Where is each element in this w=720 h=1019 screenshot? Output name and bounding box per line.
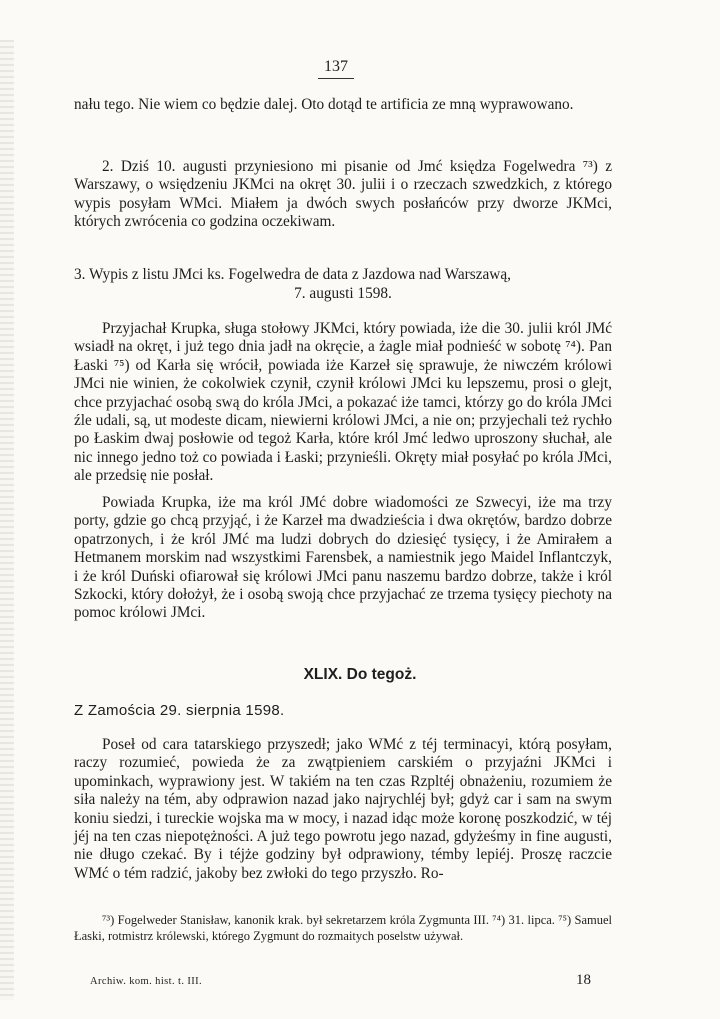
item-3-title: 3. Wypis z listu JMci ks. Fogelwedra de data z Jazdowa nad Warszawą, (74, 266, 511, 283)
footer-sheet-number: 18 (576, 972, 591, 988)
footnotes: ⁷³) Fogelweder Stanisław, kanonik krak. był sekretarzem króla Zygmunta III. ⁷⁴) 31. lipca. ⁷⁵) Samuel Łaski, rotmistrz królewski, którego Zygmunt do rozmaitych poselstw używał. (74, 913, 612, 943)
letter-dateline: Z Zamościa 29. sierpnia 1598. (74, 702, 285, 719)
item-2-text: 2. Dziś 10. augusti przyniesiono mi pisanie od Jmć księdza Fogelwedra ⁷³) z Warszawy, o wsiędzeniu JKMci na okręt 30. julii i o rzeczach szwedzkich, z którego wypis posyłam WMci. Miałem ja dwóch swych posłańców przy dworze JKMci, których zwrócenia co godzina oczekiwam. (74, 158, 612, 231)
continuation-text: nału tego. Nie wiem co będzie dalej. Oto dotąd te artificia ze mną wyprawowano. (74, 96, 574, 113)
paragraph-1: Przyjachał Krupka, sługa stołowy JKMci, który powiada, iże die 30. julii król JMć wsiadł na okręt, i już tego dnia jadł na okręcie, a żagle miał podnieść w sobotę ⁷⁴). Pan Łaski ⁷⁵) od Karła się wrócił, powiada iże Karzeł się sprawuje, że niwczém królowi JMci nie winien, że cokolwiek czynił, czynił królowi JMci ku lepszemu, prosi o glejt, chce przyjachać osobą swą do króla JMci, a pokazać iże tamci, którzy go do króla JMci źle udali, są, ut modeste dicam, niewierni królowi JMci, a nie on; przyjechali też rychło po Łaskim dwaj posłowie od tegoż Karła, które król Jmć ledwo uproszony słuchał, ale nic innego jedno toż co powiada i Łaski; przynieśli. Okręty miał posyłać po króla JMci, ale przedsię nie posłał. (74, 320, 612, 485)
page-number: 137 (318, 58, 354, 79)
paragraph-3: Poseł od cara tatarskiego przyszedł; jako WMć z téj terminacyi, którą posyłam, raczy rozumieć, powieda że za zwątpieniem carskiém o przyjaźni JKMci i upominkach, wyprawiony jest. W takiém na ten czas Rzpltéj obnażeniu, rozumiem że siła należy na tém, aby odprawion nazad jako najrychléj był; gdyż car i sam na swym koniu siedzi, i tureckie wojska ma w mocy, i nazad idąc może koronę poszkodzić, w téj jéj na ten czas niepotężności. A już tego powrotu jego nazad, gdyżeśmy in fine augusti, nie długo czekać. By i téjże godziny był odprawiony, témby lepiéj. Proszę raczcie WMć o tém radzić, jakoby bez zwłoki do tego przyszło. Ro- (74, 736, 612, 882)
footer-signature: Archiw. kom. hist. t. III. (90, 976, 203, 987)
paragraph-2: Powiada Krupka, iże ma król JMć dobre wiadomości ze Szwecyi, iże ma trzy porty, gdzie go chcą przyjąć, i że Karzeł ma dwadzieścia i dwa okrętów, bardzo dobrze opatrzonych, i że król JMć ma ludzi dobrych do dziesięć tysięcy, i że Amirałem a Hetmanem morskim nad wszystkimi Farensbek, a namiestnik jego Maidel Inflantczyk, i że król Duński ofiarował się królowi JMci panu naszemu bardzo dobrze, także i król Szkocki, który dołożył, że i osobą swoją chce przyjachać ze trzema tysięcy piechoty na pomoc królowi JMci. (74, 494, 612, 622)
section-heading: XLIX. Do tegoż. (303, 666, 417, 683)
item-3-date: 7. augusti 1598. (294, 285, 392, 302)
binding-edge (0, 40, 14, 1000)
